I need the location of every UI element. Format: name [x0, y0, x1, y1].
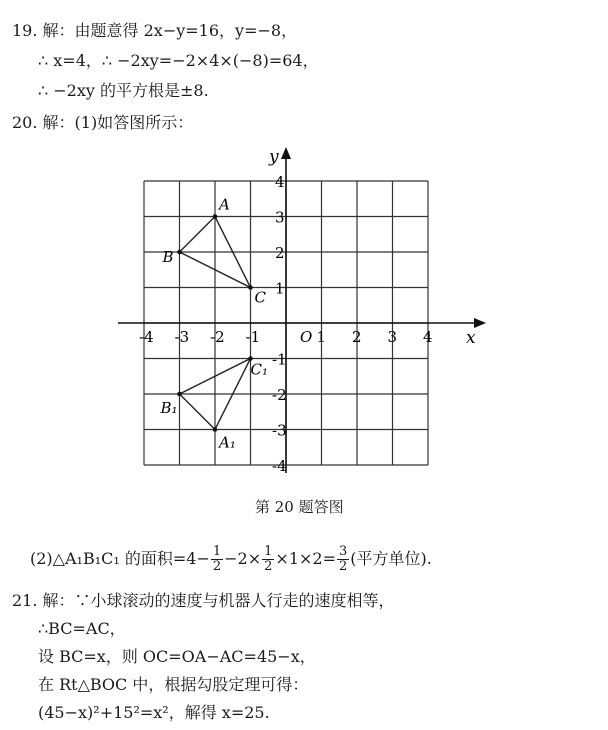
q20-part2-mid2: ×1×2= [275, 549, 336, 568]
q21-line-4: 在 Rt△BOC 中，根据勾股定理可得： [38, 675, 309, 694]
point-label: A [219, 195, 230, 214]
fraction-1-den: 2 [212, 559, 222, 574]
q19-line-2: ∴ x=4，∴ −2xy=−2×4×(−8)=64， [38, 51, 319, 70]
q21-line-2: ∴BC=AC， [38, 619, 126, 638]
x-tick-label: -2 [210, 328, 225, 346]
q19-line-3: ∴ −2xy 的平方根是±8. [38, 81, 209, 100]
q21-line-3: 设 BC=x，则 OC=OA−AC=45−x， [38, 647, 316, 666]
y-tick-label: -3 [272, 421, 287, 440]
x-tick-label: -1 [245, 328, 261, 346]
fraction-2-den: 2 [264, 559, 273, 574]
fraction-1 [211, 545, 223, 574]
q20-part2-suffix: (平方单位). [350, 549, 432, 568]
q21-line-5: (45−x)²+15²=x²，解得 x=25. [38, 703, 270, 722]
x-tick-label: 3 [387, 328, 398, 346]
x-axis-arrow [474, 318, 486, 328]
y-tick-label: -1 [272, 350, 287, 369]
fraction-3-num: 3 [339, 544, 348, 559]
fraction-2 [262, 545, 274, 574]
fraction-2-num: 1 [264, 544, 273, 559]
axes [118, 147, 486, 473]
coordinate-grid-figure [118, 146, 498, 476]
y-tick-label: -2 [272, 386, 287, 404]
point-label: B [162, 248, 174, 266]
point-marker [248, 285, 253, 290]
point-marker [177, 250, 182, 255]
fraction-1-num: 1 [212, 544, 222, 559]
point-marker [177, 392, 182, 397]
x-axis-label: x [466, 328, 476, 348]
y-axis-label: y [269, 147, 279, 167]
point-label: B₁ [160, 399, 178, 417]
y-tick-label: 4 [275, 173, 285, 191]
x-tick-label: 1 [316, 328, 327, 346]
y-tick-label: 1 [275, 279, 285, 298]
x-tick-label: 4 [423, 328, 433, 346]
q20-heading: 20. 解：(1)如答图所示： [12, 113, 194, 132]
x-tick-label: -3 [174, 328, 190, 346]
point-label: C₁ [250, 360, 268, 379]
x-tick-label: -4 [139, 328, 154, 346]
y-tick-label: -4 [272, 457, 287, 475]
q20-part2 [30, 542, 432, 576]
y-axis-arrow [281, 147, 291, 159]
point-marker [213, 214, 218, 219]
point-marker [213, 427, 218, 432]
y-tick-label: 3 [275, 208, 285, 227]
q20-part2-prefix: (2)△A₁B₁C₁ 的面积=4− [30, 549, 210, 568]
origin-label: O [300, 328, 313, 346]
figure-caption: 第 20 题答图 [255, 498, 344, 516]
q19-line-1: 19. 解：由题意得 2x−y=16，y=−8， [12, 21, 298, 40]
point-label: C [254, 288, 266, 307]
y-tick-label: 2 [275, 244, 285, 262]
q20-part2-mid1: −2× [224, 549, 262, 568]
fraction-3 [337, 545, 349, 574]
x-tick-label: 2 [352, 328, 362, 346]
q21-line-1: 21. 解：∵小球滚动的速度与机器人行走的速度相等， [12, 591, 395, 610]
point-label: A₁ [219, 433, 236, 452]
fraction-3-den: 2 [339, 559, 348, 574]
